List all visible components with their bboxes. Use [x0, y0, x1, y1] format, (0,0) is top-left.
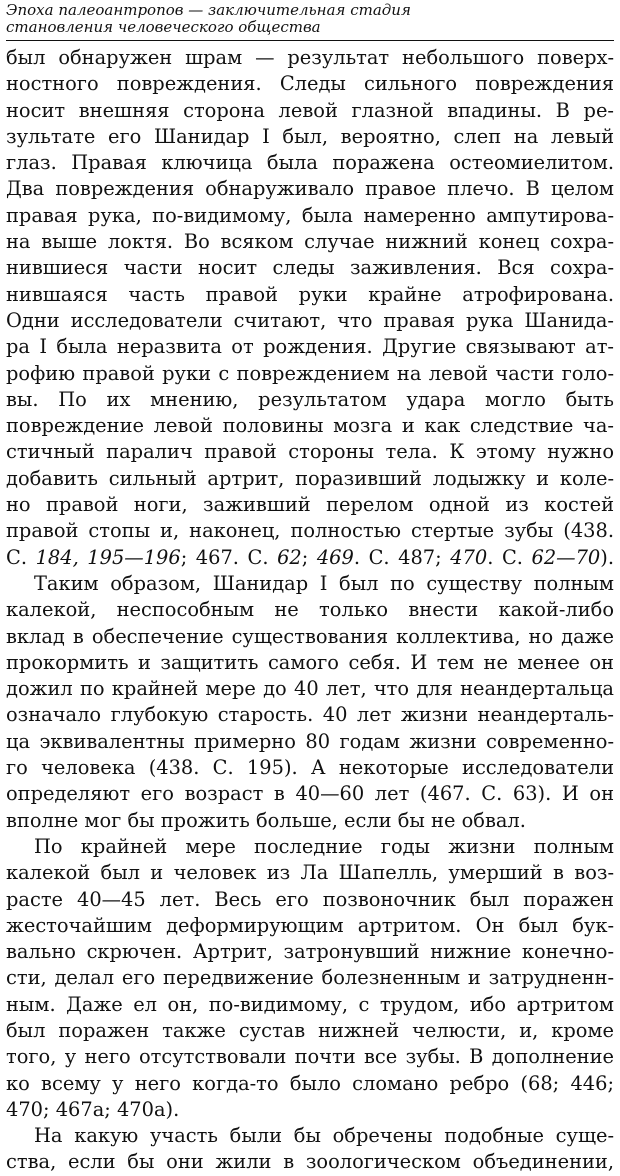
- ref-text: ;: [301, 545, 317, 569]
- reference-line: [6, 545, 614, 571]
- text-line: ца эквивалентны примерно 80 годам жизни современно-: [6, 729, 614, 753]
- text-line: правая рука, по-видимому, была намеренно ампутирова-: [6, 203, 614, 227]
- text-line: добавить сильный артрит, поразивший лодыжку и коле-: [6, 466, 614, 490]
- text-line: носит внешняя сторона левой глазной впадины. В ре-: [6, 98, 614, 122]
- ref-pages-italic: 184, 195—196: [35, 545, 181, 569]
- ref-number-italic: 469: [316, 545, 354, 569]
- paragraph-4: [6, 1123, 614, 1176]
- body-text: [6, 45, 614, 1176]
- text-line: но правой ноги, заживший перелом одной из костей: [6, 493, 614, 517]
- text-line: повреждение левой половины мозга и как следствие ча-: [6, 414, 614, 438]
- text-line: прокормить и защитить самого себя. И тем не менее он: [6, 650, 614, 674]
- ref-text: . С.: [487, 545, 532, 569]
- text-line: стичный паралич правой стороны тела. К этому нужно: [6, 440, 614, 464]
- text-line: нившиеся части носит следы заживления. Вся сохра-: [6, 256, 614, 280]
- text-line: означало глубокую старость. 40 лет жизни неандерталь-: [6, 703, 614, 727]
- ref-text: . С. 487;: [353, 545, 451, 569]
- text-line: Два повреждения обнаруживало правое плечо. В целом: [6, 177, 614, 201]
- text-line: глаз. Правая ключица была поражена остеомиелитом.: [6, 151, 614, 175]
- ref-pages-italic: 62: [277, 545, 302, 569]
- book-page: [6, 0, 614, 1174]
- text-line: ностного повреждения. Следы сильного повреждения: [6, 72, 614, 96]
- text-line: определяют его возраст в 40—60 лет (467. С. 63). И он: [6, 782, 614, 806]
- running-head-line-1: Эпоха палеоантропов — заключительная стадия: [6, 1, 411, 19]
- text-line: вклад в обеспечение существования коллектива, но даже: [6, 624, 614, 648]
- text-line: Одни исследователи считают, что правая рука Шанида-: [6, 308, 614, 332]
- paragraph-1: [6, 45, 614, 571]
- text-line: ным. Даже ел он, по-видимому, с трудом, ибо артритом: [6, 992, 614, 1016]
- text-line: жесточайшим деформирующим артритом. Он был бук-: [6, 913, 614, 937]
- text-line: На какую участь были бы обречены подобные суще-: [34, 1124, 614, 1148]
- text-line: калекой был и человек из Ла Шапелль, умерший в воз-: [6, 861, 614, 885]
- text-line: правой стопы и, наконец, полностью стертые зубы (438.: [6, 519, 614, 543]
- text-line: на выше локтя. Во всяком случае нижний конец сохра-: [6, 230, 614, 254]
- text-line: зультате его Шанидар I был, вероятно, слеп на левый: [6, 124, 614, 148]
- ref-text: С.: [6, 545, 36, 569]
- text-line: нившаяся часть правой руки крайне атрофирована.: [6, 282, 614, 306]
- text-line: был обнаружен шрам — результат небольшого поверх-: [6, 46, 614, 69]
- text-line: ра I была неразвита от рождения. Другие связывают ат-: [6, 335, 614, 359]
- text-line: 470; 467а; 470а).: [6, 1097, 180, 1121]
- ref-text: ).: [600, 545, 614, 569]
- text-line: вполне мог бы прожить больше, если бы не обвал.: [6, 808, 526, 832]
- text-line: был поражен также сустав нижней челюсти, и, кроме: [6, 1018, 614, 1042]
- text-line: калекой, неспособным не только внести какой-либо: [6, 598, 614, 622]
- ref-text: ; 467. С.: [180, 545, 278, 569]
- text-line: По крайней мере последние годы жизни полным: [34, 834, 614, 858]
- paragraph-3: [6, 834, 614, 1123]
- text-line: вально скрючен. Артрит, затронувший нижние конечно-: [6, 940, 614, 964]
- running-head: [6, 0, 614, 41]
- text-line: дожил по крайней мере до 40 лет, что для неандертальца: [6, 677, 614, 701]
- text-line: рофию правой руки с повреждением на левой части голо-: [6, 361, 614, 385]
- running-head-line-2: становления человеческого общества: [6, 18, 321, 36]
- text-line: вы. По их мнению, результатом удара могло быть: [6, 387, 614, 411]
- ref-number-italic: 470: [450, 545, 488, 569]
- paragraph-2: [6, 571, 614, 834]
- text-line: Таким образом, Шанидар I был по существу полным: [34, 571, 614, 595]
- text-line: сти, делал его передвижение болезненным и затрудненн-: [6, 966, 614, 990]
- text-line: расте 40—45 лет. Весь его позвоночник был поражен: [6, 887, 614, 911]
- text-line: ко всему у него когда-то было сломано ребро (68; 446;: [6, 1071, 614, 1095]
- ref-pages-italic: 62—70: [531, 545, 601, 569]
- text-line: того, у него отсутствовали почти все зубы. В дополнение: [6, 1045, 614, 1069]
- text-line: го человека (438. С. 195). А некоторые исследователи: [6, 756, 614, 780]
- text-line: ства, если бы они жили в зоологическом объединении,: [6, 1150, 614, 1174]
